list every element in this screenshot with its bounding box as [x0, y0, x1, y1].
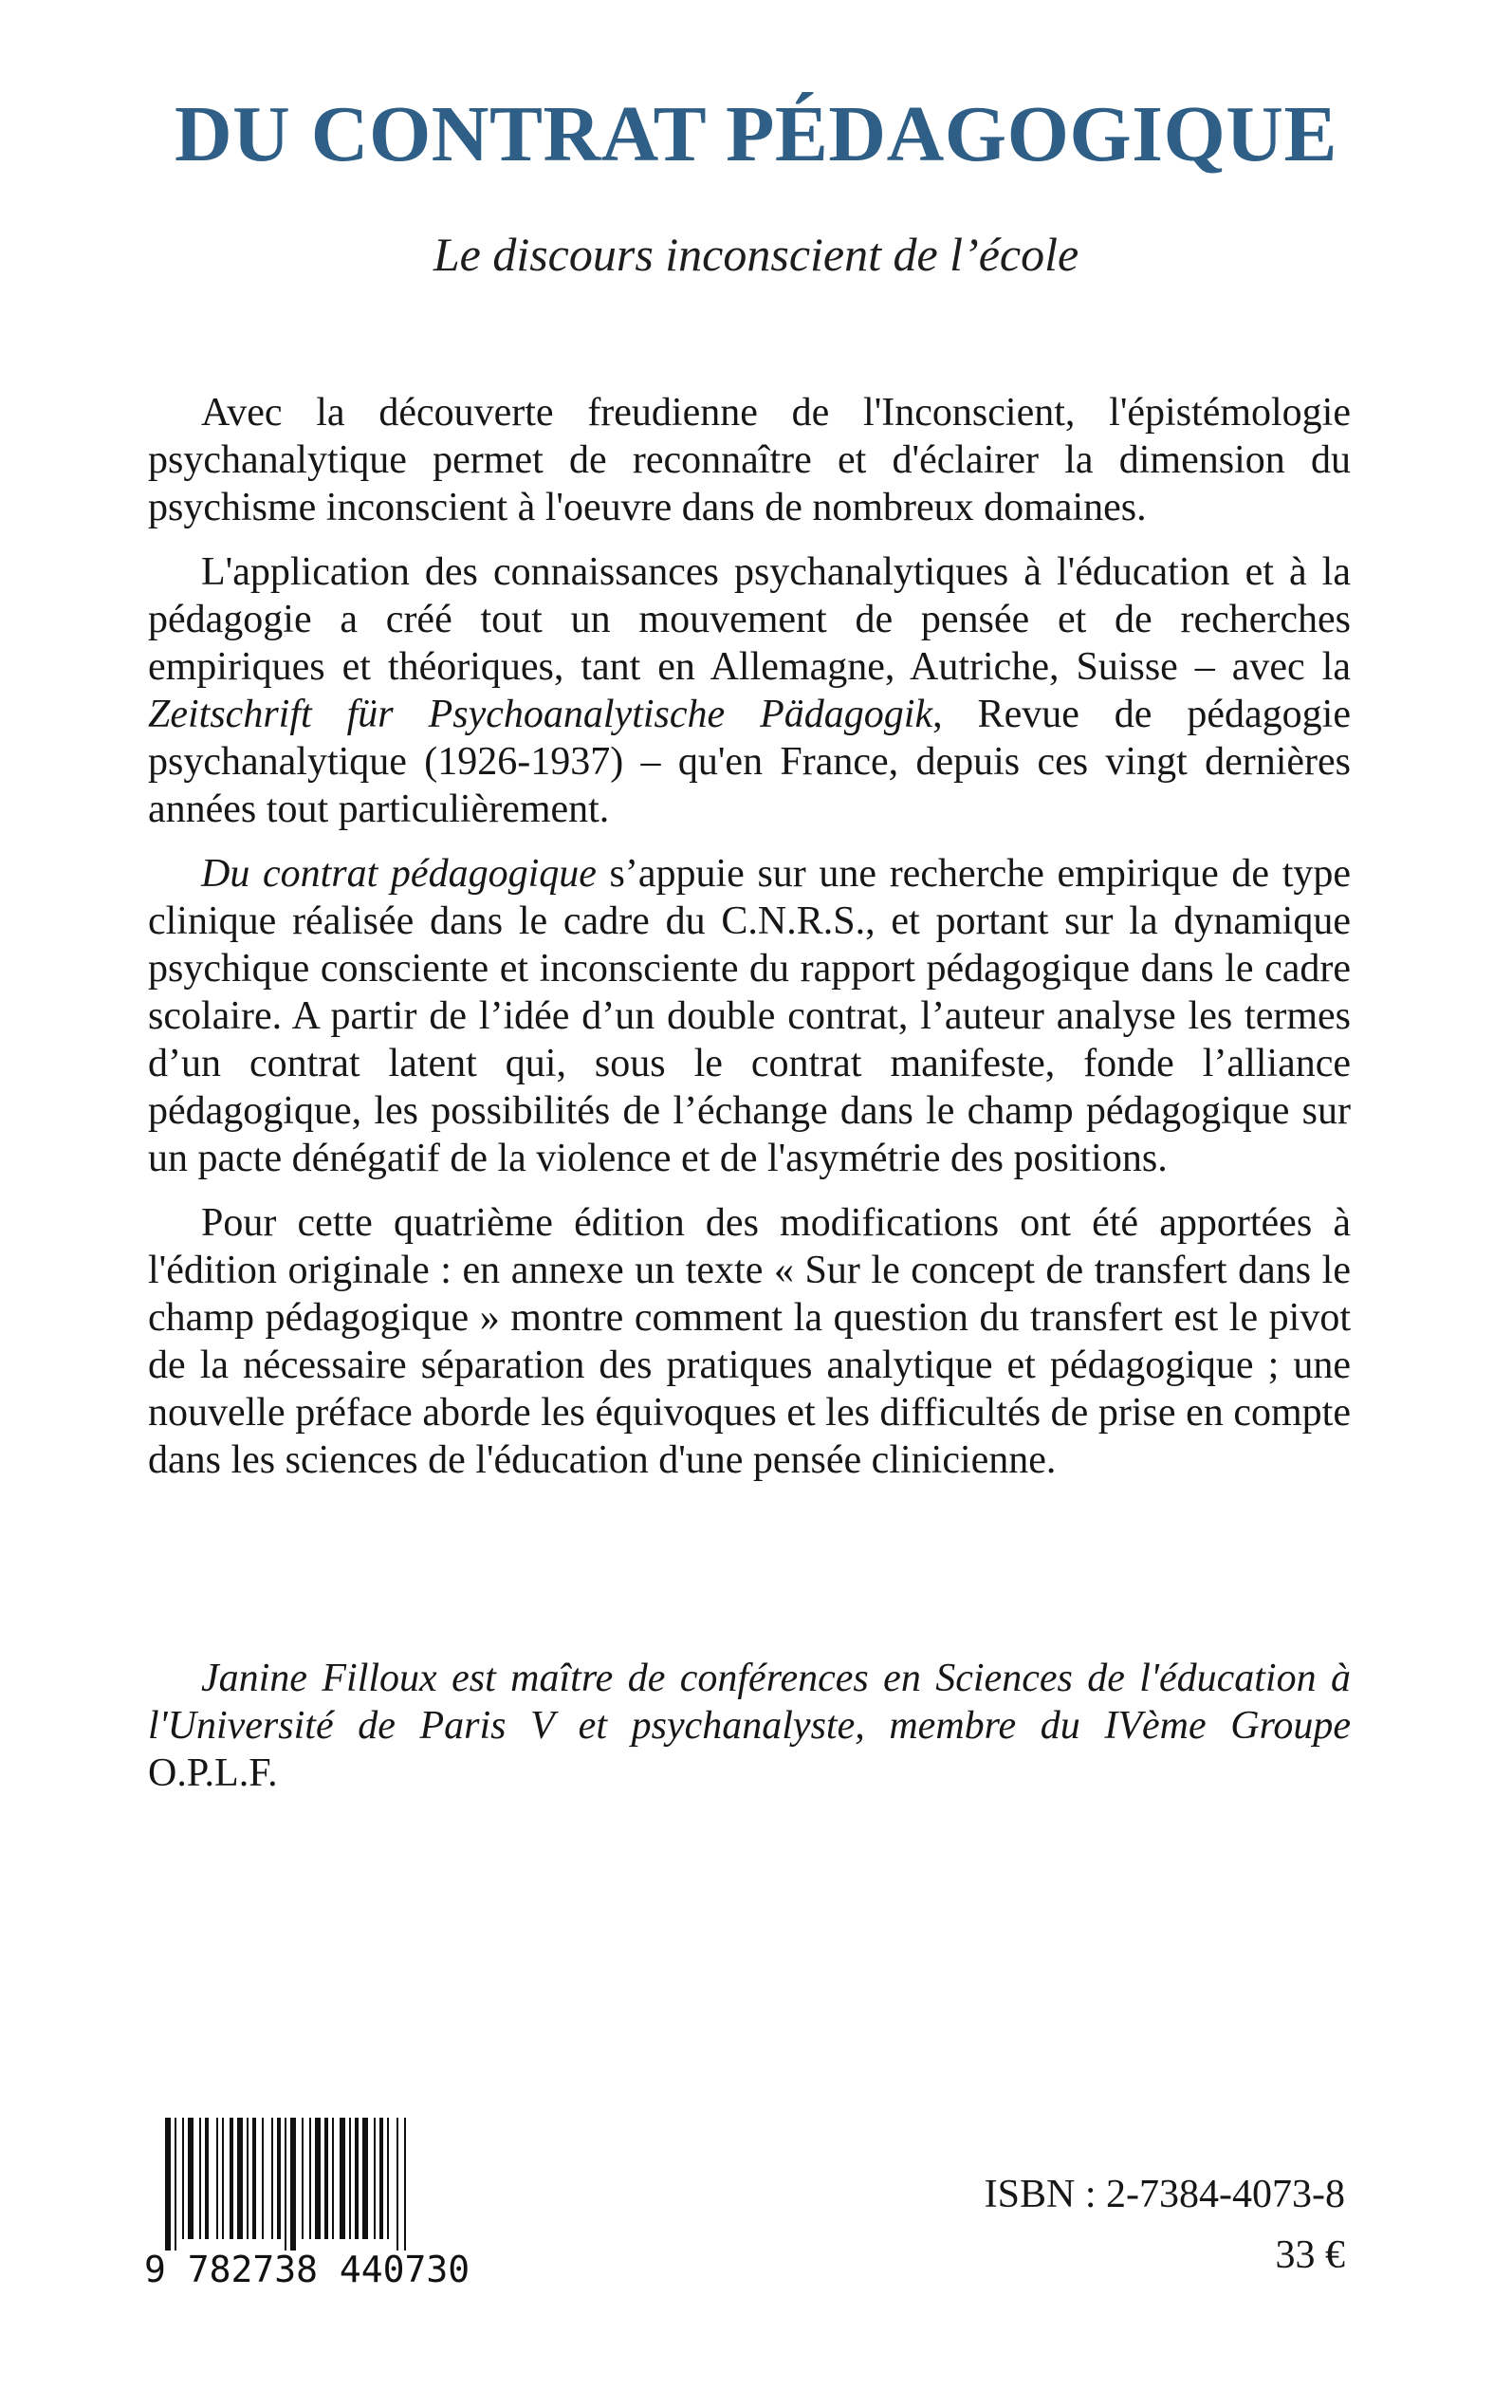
book-subtitle: Le discours inconscient de l’école — [433, 228, 1079, 281]
barcode-bar — [247, 2118, 249, 2239]
blurb-paragraph-1: Avec la découverte freudienne de l'Inconscient, l'épistémologie psychanalytique permet de reconnaître et d'éclairer la dimension du psychisme inconscient à l'oeuvre dans de nombreux domaines. — [148, 391, 1351, 529]
barcode-bar — [285, 2118, 286, 2251]
barcode-bar — [374, 2118, 376, 2239]
journal-title: Zeitschrift für Psychoanalytische Pädagogik — [148, 693, 933, 736]
blurb-paragraph-2-start: L'application des connaissances psychanalytiques à l'éducation et à la pédagogie a créé tout un mouvement de pensée et de recherches empiriques et théoriques, tant en Allemagne, Autriche, Suisse – avec la — [148, 550, 1351, 689]
blurb-paragraph-3-text: s’appuie sur une recherche empirique de type clinique réalisée dans le cadre du C.N.R.S., et portant sur la dynamique psychique consciente et inconsciente du rapport pédagogique dans le cadre scolaire. A partir de l’idée d’un double contrat, l’auteur analyse les termes d’un contrat latent qui, sous le contrat manifeste, fonde l’alliance pédagogique, les possibilités de l’échange dans le champ pédagogique sur un pacte dénégatif de la violence et de l'asymétrie des positions. — [148, 852, 1352, 1180]
barcode-bar — [355, 2118, 359, 2239]
price: 33 € — [1275, 2233, 1345, 2277]
barcode-bar — [332, 2118, 334, 2239]
barcode-bar — [290, 2118, 296, 2251]
barcode-bar — [252, 2118, 256, 2239]
barcode-bar — [271, 2118, 273, 2239]
barcode-bar — [324, 2118, 328, 2239]
barcode-bar — [199, 2118, 201, 2239]
author-biography-text — [148, 1655, 1351, 1797]
blurb-paragraph-4: Pour cette quatrième édition des modifications ont été apportées à l'édition originale : en annexe un texte « Sur le concept de transfert dans le champ pédagogique » montre comment la question du transfert est le pivot de la nécessaire séparation des pratiques analytique et pédagogique ; une nouvelle préface aborde les équivoques et les difficultés de prise en compte dans les sciences de l'éducation d'une pensée clinicienne. — [148, 1201, 1351, 1482]
barcode-bar — [165, 2118, 171, 2251]
barcode-bar — [205, 2118, 209, 2239]
author-group-acronym: O.P.L.F. — [148, 1751, 278, 1795]
barcode-bar — [222, 2118, 224, 2239]
barcode-bar — [302, 2118, 304, 2239]
barcode-bar — [230, 2118, 233, 2239]
barcode-bar — [340, 2118, 345, 2239]
isbn: ISBN : 2-7384-4073-8 — [984, 2173, 1345, 2216]
barcode-bar — [237, 2118, 243, 2239]
barcode-bar — [175, 2118, 176, 2251]
barcode-bar — [277, 2118, 281, 2239]
author-biography-italic: Janine Filloux est maître de conférences en Sciences de l'éducation à l'Université de Paris V et psychanalyste, membre du IVème Groupe — [148, 1657, 1351, 1748]
barcode-bar — [362, 2118, 368, 2239]
barcode-bar — [315, 2118, 321, 2239]
barcode-bar — [387, 2118, 389, 2239]
barcode-bar — [188, 2118, 194, 2239]
barcode-bar — [216, 2118, 218, 2239]
barcode-bar — [309, 2118, 311, 2239]
barcode-bar — [349, 2118, 351, 2239]
barcode-digits: 9 782738 440730 — [144, 2249, 470, 2290]
barcode-bar — [182, 2118, 184, 2239]
barcode-bar — [404, 2118, 406, 2251]
blurb-paragraph-3 — [148, 850, 1351, 1182]
blurb-paragraph-2 — [148, 548, 1351, 833]
book-title-reference: Du contrat pédagogique — [201, 852, 597, 896]
barcode-bars — [144, 2118, 524, 2251]
barcode-bar — [262, 2118, 264, 2239]
author-biography — [148, 1655, 1351, 1797]
book-title: DU CONTRAT PÉDAGOGIQUE — [174, 90, 1337, 178]
back-cover-blurb — [148, 389, 1351, 1501]
blurb-paragraph-2-end: , Revue de pédagogie psychanalytique (1926-1937) – qu'en France, depuis ces vingt dernières années tout particulièrement. — [148, 693, 1351, 831]
barcode-bar — [396, 2118, 398, 2251]
barcode-bar — [379, 2118, 383, 2239]
